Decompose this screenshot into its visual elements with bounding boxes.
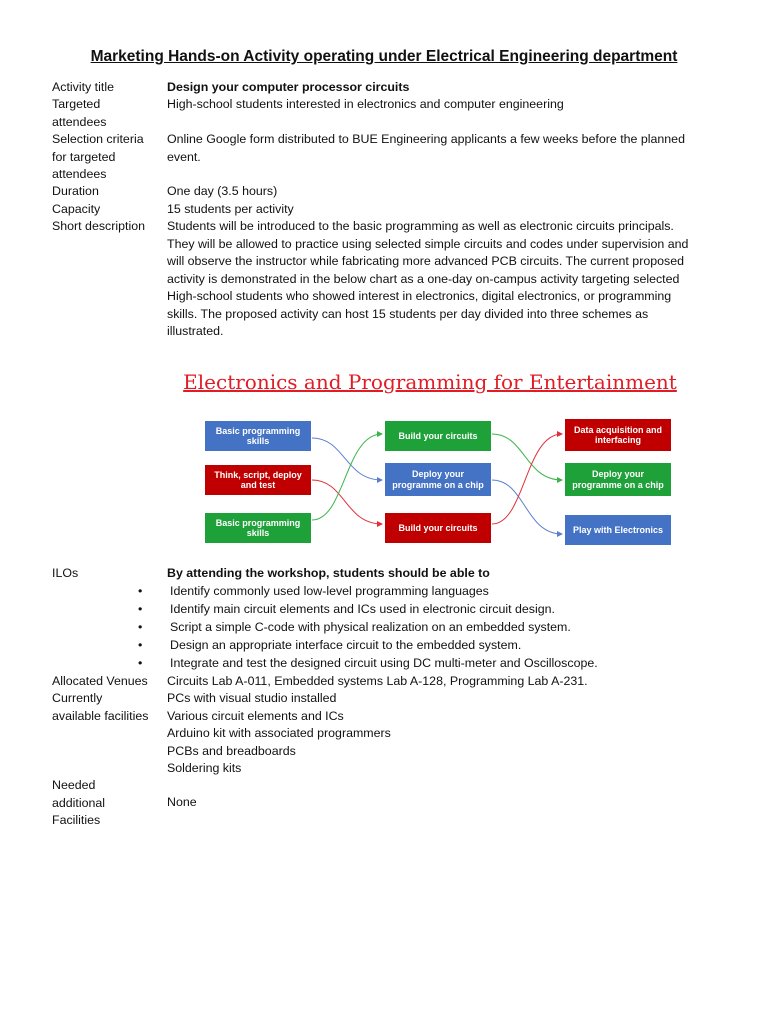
facility-item: Arduino kit with associated programmers (167, 726, 391, 740)
facility-item: Various circuit elements and ICs (167, 708, 344, 723)
box-deploy-programme-blue: Deploy your programme on a chip (385, 463, 491, 496)
capacity-label: Capacity (52, 202, 101, 216)
connector-green-2 (492, 434, 562, 480)
box-build-circuits-red: Build your circuits (385, 513, 491, 543)
box-basic-programming-green: Basic programming skills (205, 513, 311, 543)
activity-title-value: Design your computer processor circuits (167, 80, 410, 94)
bullet-mark: • (138, 656, 143, 670)
document-title: Marketing Hands-on Activity operating under Electrical Engineering department (90, 48, 678, 65)
box-build-circuits-green: Build your circuits (385, 421, 491, 451)
facility-item: PCs with visual studio installed (167, 691, 337, 705)
facilities-list (167, 690, 707, 778)
needed-facilities-label: Needed additional Facilities (52, 778, 106, 827)
targeted-attendees-label: Targeted attendees (52, 97, 107, 129)
connector-blue-2 (492, 480, 562, 534)
bullet-mark: • (138, 620, 143, 634)
venues-label: Allocated Venues (52, 674, 148, 688)
facility-item: Soldering kits (167, 761, 242, 775)
box-play-electronics: Play with Electronics (565, 515, 671, 545)
ilos-label: ILOs (52, 566, 79, 580)
duration-value: One day (3.5 hours) (167, 184, 278, 198)
activity-flow-diagram (180, 362, 680, 552)
facility-item: PCBs and breadboards (167, 743, 296, 758)
short-description-value: Students will be introduced to the basic programming as well as electronic circuits principals. They will be allowed to practice using selected simple circuits and codes under supervision and will observe the instructor while fabricating more advanced PCB circuits. The current proposed activity is demonstrated in the below chart as a one-day on-campus activity targeting selected High-school students who showed interest in electronics, digital electronics, or programming skills. The proposed activity can host 15 students per day divided into three schemes as illustrated. (167, 219, 689, 338)
needed-facilities-value: None (167, 795, 197, 809)
capacity-value: 15 students per activity (167, 202, 294, 216)
connector-green-1 (312, 434, 382, 520)
bullet-mark: • (138, 602, 143, 616)
bullet-mark: • (138, 584, 143, 598)
box-deploy-programme-green: Deploy your programme on a chip (565, 463, 671, 496)
box-basic-programming-blue: Basic programming skills (205, 421, 311, 451)
short-description-label: Short description (52, 219, 145, 233)
diagram-title: Electronics and Programming for Entertainment (183, 370, 677, 394)
facilities-label: Currently available facilities (52, 691, 149, 723)
bullet-mark: • (138, 638, 143, 652)
duration-label: Duration (52, 184, 99, 198)
selection-criteria-label: Selection criteria for targeted attendees (52, 132, 144, 181)
box-think-script-deploy: Think, script, deploy and test (205, 465, 311, 495)
targeted-attendees-value: High-school students interested in electronics and computer engineering (167, 97, 564, 111)
ilos-intro: By attending the workshop, students should be able to (167, 566, 490, 580)
box-data-acquisition: Data acquisition and interfacing (565, 419, 671, 451)
activity-title-label: Activity title (52, 80, 114, 94)
selection-criteria-value: Online Google form distributed to BUE Engineering applicants a few weeks before the planned event. (167, 132, 685, 164)
connector-red-1 (312, 480, 382, 524)
document-page: Marketing Hands-on Activity operating under Electrical Engineering department Activity title Design your computer processor circuits Targeted attendees High-school students interested in electronics and computer engineering Selection criteria for targeted attendees Online Google form distributed to BUE Engineering applicants a few weeks before the planned event. Duration One day (3.5 hours) Capacity 15 students per activity Short description Students will be introduced to the basic programming as well as electronic circuits principals. They will be allowed to practice using selected simple circuits and codes under supervision and will observe the instructor while fabricating more advanced PCB circuits. The current proposed activity is demonstrated in the below chart as a one-day on-campus activity targeting selected High-school students who showed interest in electronics, digital electronics, or programming skills. The proposed activity can host 15 students per day divided into three schemes as illustrated. Electronics and Programming for Entertainment Basic programming skills Think, script, deploy and test Basic programming skills Build your circuits Deploy your programme on a chip Build your circuits Data acquisition and interfacing Deploy your programme on a chip Play with Electronics ILOs By attending the workshop, students should be able to • Identify commonly used low-level programming languages • Identify main circuit elements and ICs used in electronic circuit design. • Script a simple C-code with physical realization on an embedded system. • Design an appropriate interface circuit to the embedded system. • Integrate and test the designed circuit using DC multi-meter and Oscilloscope. Allocated Venues Circuits Lab A-011, Embedded systems Lab A-128, Programming Lab A-231. Currently available facilities PCs with visual studio installed Various circuit elements and ICs Arduino kit with associated programmers PCBs and breadboards Soldering kits Needed additional Facilities None (0, 0, 768, 1024)
venues-value: Circuits Lab A-011, Embedded systems Lab A-128, Programming Lab A-231. (167, 674, 588, 688)
